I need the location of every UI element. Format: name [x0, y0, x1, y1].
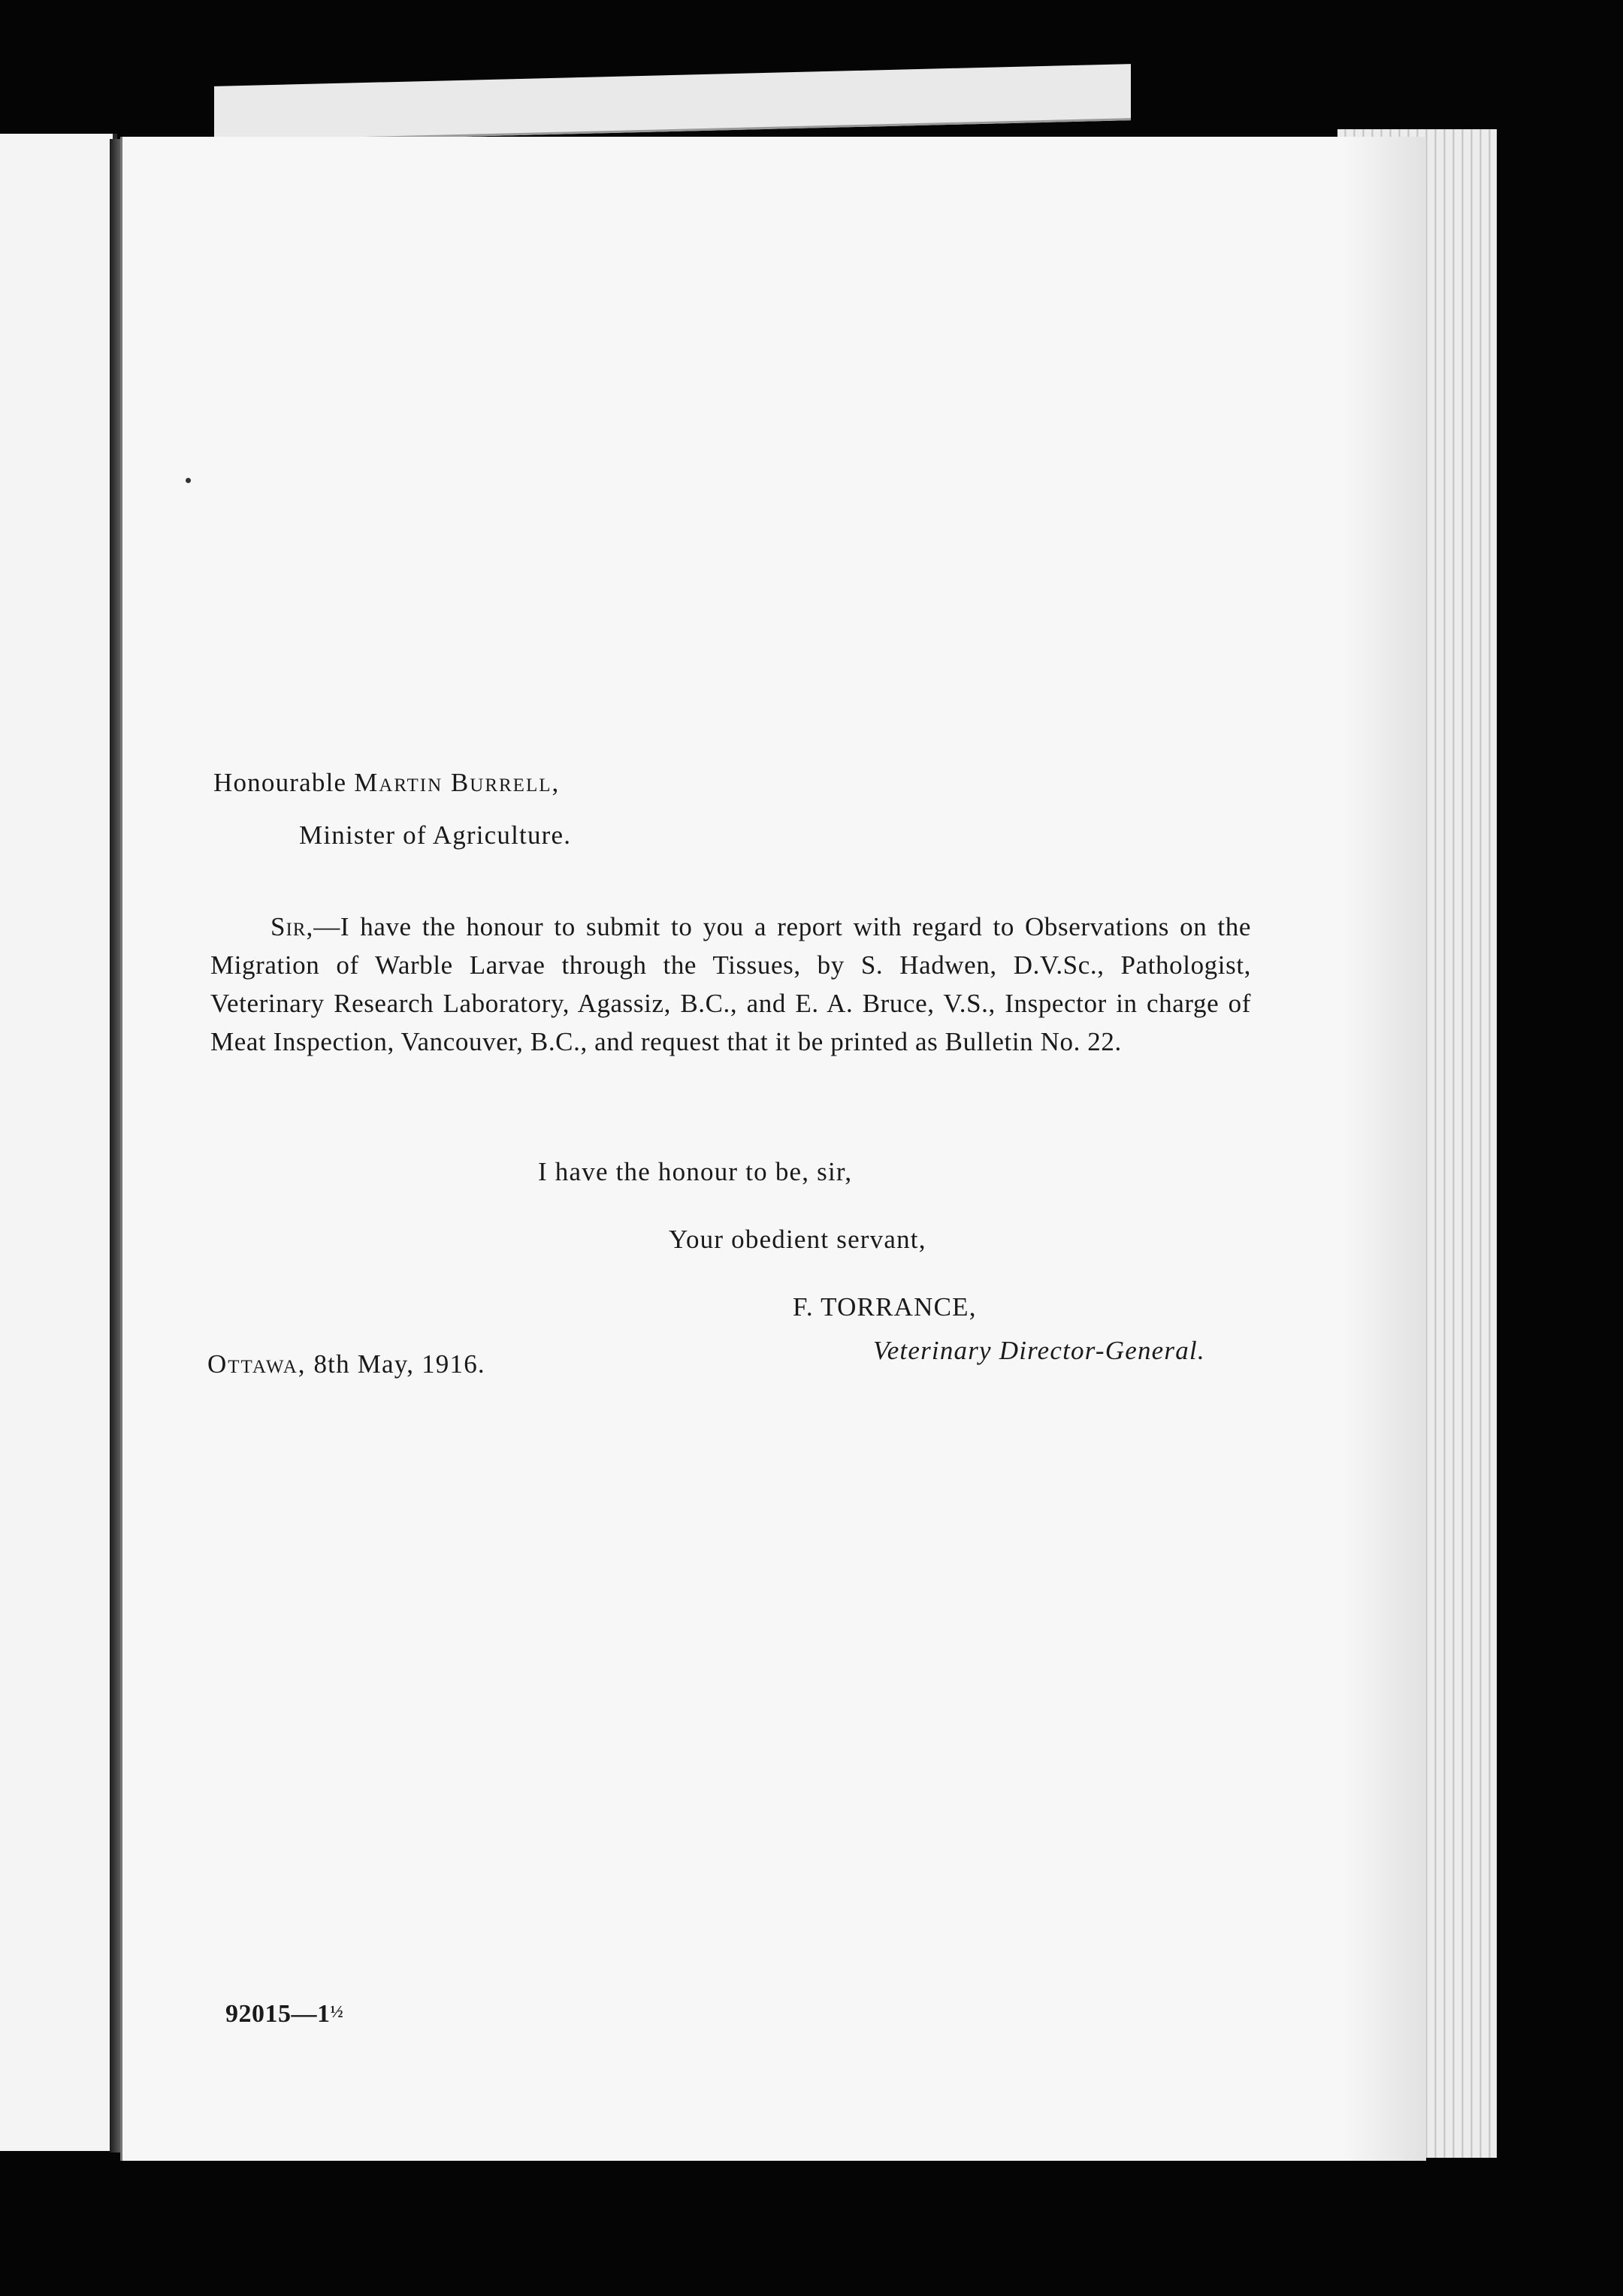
letter-page — [120, 137, 1426, 2161]
page-mark — [186, 478, 191, 483]
signatory-title: Veterinary Director-General. — [873, 1336, 1205, 1365]
signatory-name: F. TORRANCE, — [793, 1292, 977, 1322]
print-code-number: 92015—1 — [225, 2000, 331, 2028]
addressee-line — [213, 768, 560, 798]
print-code-fraction: ½ — [330, 2002, 344, 2021]
place-date-line — [207, 1349, 485, 1379]
body-opening: Sir, — [270, 912, 314, 941]
place: Ottawa, — [207, 1349, 307, 1379]
salutation-prefix: Honourable — [213, 768, 347, 797]
closing-line-2: Your obedient servant, — [669, 1225, 926, 1254]
addressee-name: Martin Burrell, — [354, 768, 561, 797]
closing-line-1: I have the honour to be, sir, — [538, 1157, 853, 1186]
body-text: —I have the honour to submit to you a report with regard to Observations on the Migration of Warble Larvae through the Tissues, by S. Hadwen, D.V.Sc., Pathologist, Veterinary Research Laboratory, Agassiz, B.C., and E. A. Bruce, V.S., Inspector in charge of Meat Inspection, Vancouver, B.C., and request that it be printed as Bulletin No. 22. — [210, 912, 1251, 1056]
date: 8th May, 1916. — [313, 1349, 485, 1379]
letter-body — [210, 908, 1251, 1061]
facing-page-edge — [0, 134, 117, 2151]
loose-sheet-edge — [214, 64, 1131, 143]
print-code — [225, 2000, 343, 2029]
addressee-title: Minister of Agriculture. — [299, 820, 572, 850]
